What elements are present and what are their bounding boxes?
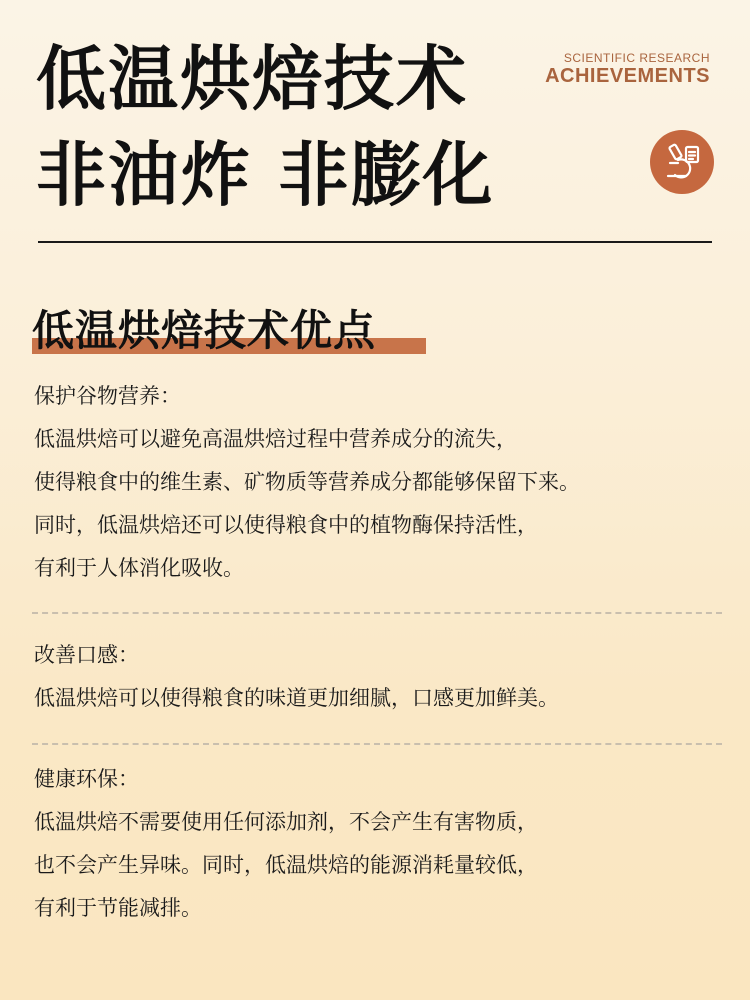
section-heading bbox=[32, 298, 376, 358]
benefit-line: 使得粮食中的维生素、矿物质等营养成分都能够保留下来。 bbox=[34, 470, 580, 494]
hero-title-line-2: 非油炸 非膨化 bbox=[36, 134, 495, 216]
benefit-line: 有利于节能减排。 bbox=[34, 896, 202, 920]
benefit-line: 低温烘焙可以使得粮食的味道更加细腻，口感更加鲜美。 bbox=[34, 686, 559, 710]
header-divider bbox=[38, 241, 712, 243]
section-separator bbox=[32, 743, 722, 745]
benefit-title: 改善口感： bbox=[34, 643, 139, 667]
benefit-eco bbox=[34, 769, 714, 919]
benefit-line: 也不会产生异味。同时，低温烘焙的能源消耗量较低， bbox=[34, 853, 538, 877]
benefit-title: 保护谷物营养： bbox=[34, 384, 181, 408]
microscope-icon bbox=[650, 130, 714, 194]
benefit-taste bbox=[34, 645, 714, 709]
benefit-nutrition bbox=[34, 386, 714, 579]
section-heading-text: 低温烘焙技术优点 bbox=[32, 306, 377, 355]
benefit-line: 低温烘焙不需要使用任何添加剂，不会产生有害物质， bbox=[34, 810, 538, 834]
hero-title-line-1: 低温烘焙技术 bbox=[36, 38, 468, 120]
benefit-line: 低温烘焙可以避免高温烘焙过程中营养成分的流失， bbox=[34, 427, 517, 451]
section-separator bbox=[32, 612, 722, 614]
badge-title: ACHIEVEMENTS bbox=[545, 65, 710, 88]
benefit-title: 健康环保： bbox=[34, 767, 139, 791]
benefit-line: 有利于人体消化吸收。 bbox=[34, 556, 244, 580]
benefit-line: 同时，低温烘焙还可以使得粮食中的植物酶保持活性， bbox=[34, 513, 538, 537]
badge-subtitle: SCIENTIFIC RESEARCH bbox=[563, 51, 710, 65]
research-badge bbox=[545, 52, 710, 88]
